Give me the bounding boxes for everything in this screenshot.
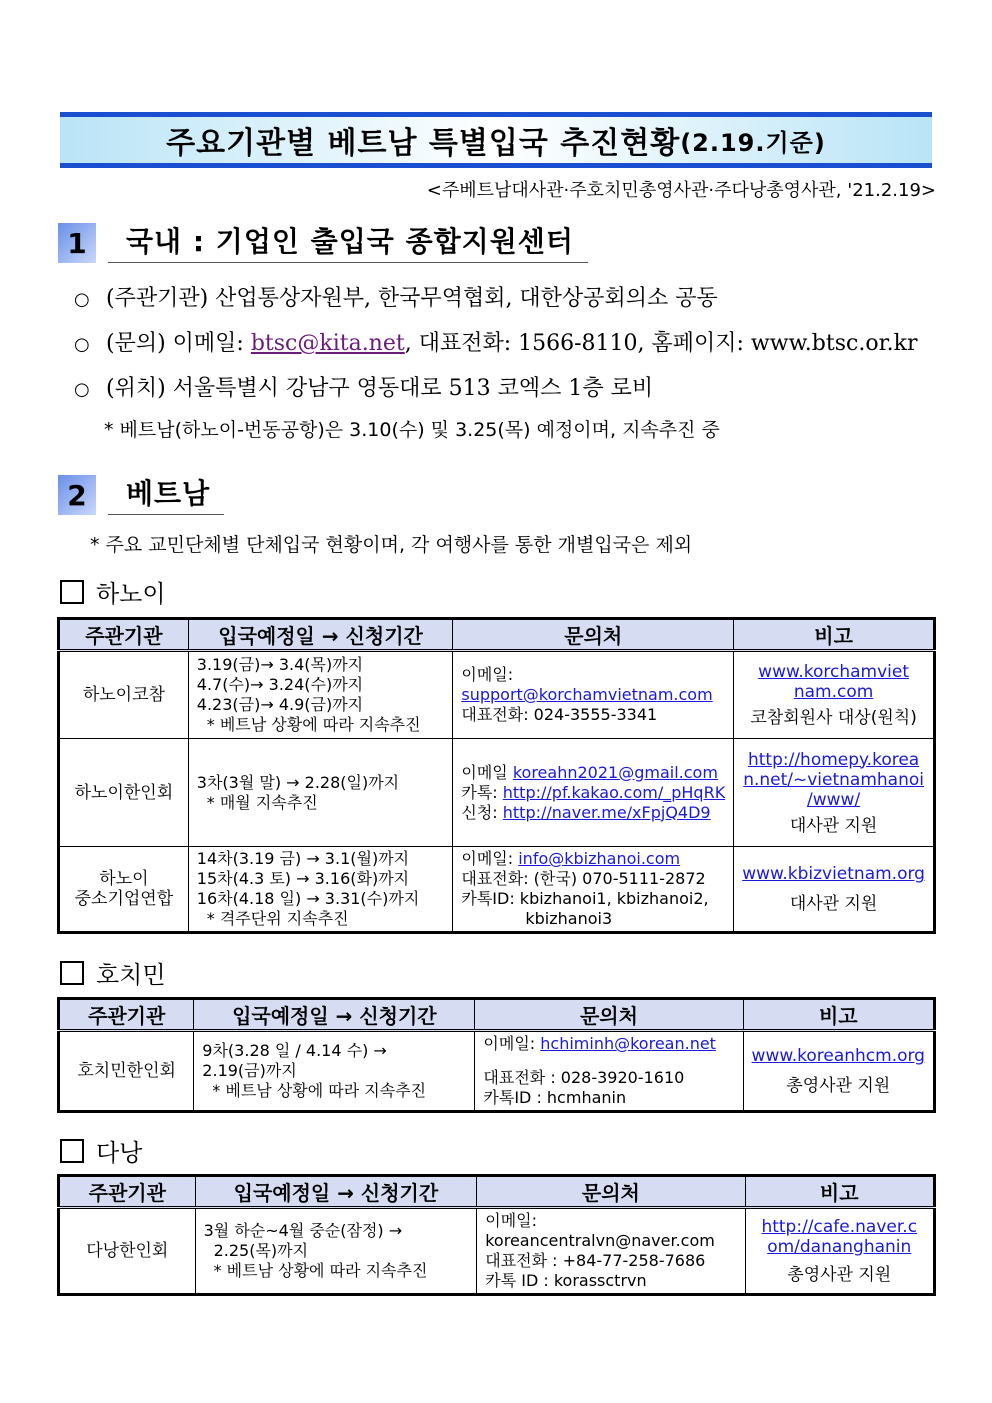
website-link[interactable]: www.korchamviet xyxy=(758,662,909,682)
header-schedule: 입국예정일 → 신청기간 xyxy=(194,999,475,1031)
contact-cell: 이메일: hchiminh@korean.net 대표전화 : 028-3920-1610 카톡ID : hcmhanin xyxy=(475,1031,743,1112)
checkbox-square-icon xyxy=(60,961,84,985)
org-cell: 다낭한인회 xyxy=(59,1208,196,1295)
table-row xyxy=(59,651,935,739)
email-link[interactable]: koreahn2021@gmail.com xyxy=(512,762,718,782)
email-link[interactable]: btsc@kita.net xyxy=(250,331,405,356)
header-contact: 문의처 xyxy=(475,999,743,1031)
contact-cell: 이메일: support@korchamvietnam.com 대표전화: 024-3555-3341 xyxy=(453,651,734,739)
table-row xyxy=(59,1208,935,1295)
header-organizer: 주관기관 xyxy=(59,619,189,651)
table-row xyxy=(59,1031,935,1112)
email-link[interactable]: info@kbizhanoi.com xyxy=(518,849,681,868)
document-title-banner xyxy=(60,112,932,168)
circle-bullet-icon: ○ xyxy=(74,334,90,355)
section-title: 국내 : 기업인 출입국 종합지원센터 xyxy=(126,225,574,258)
circle-bullet-icon: ○ xyxy=(74,379,90,400)
section-title: 베트남 xyxy=(126,477,211,510)
email-link[interactable]: support@korchamvietnam.com xyxy=(461,685,713,704)
section-1-note: * 베트남(하노이-번동공항)은 3.10(수) 및 3.25(목) 예정이며, 지속추진 중 xyxy=(104,419,720,441)
table-row xyxy=(59,847,935,933)
region-heading-hochiminh: 호치민 xyxy=(60,955,166,990)
website-link[interactable]: www.kbizvietnam.org xyxy=(742,864,925,884)
contact-cell: 이메일 koreahn2021@gmail.com 카톡: http://pf.kakao.com/_pHqRK 신청: http://naver.me/xFpjQ4D9 xyxy=(453,739,734,847)
header-schedule: 입국예정일 → 신청기간 xyxy=(188,619,453,651)
document-title: 주요기관별 베트남 특별입국 추진현황 xyxy=(166,126,681,161)
schedule-cell: 3월 하순~4월 중순(잠정) → 2.25(목)까지 * 베트남 상황에 따라 지속추진 xyxy=(195,1208,477,1295)
email-text: koreancentralvn@naver.com xyxy=(485,1231,715,1250)
website-link[interactable]: n.net/~vietnamhanoi xyxy=(743,769,924,790)
header-organizer: 주관기관 xyxy=(59,1176,196,1208)
header-contact: 문의처 xyxy=(453,619,734,651)
website-link[interactable]: http://cafe.naver.c xyxy=(761,1217,918,1237)
remark-cell: http://homepy.korea n.net/~vietnamhanoi /www/ 대사관 지원 xyxy=(734,739,935,847)
header-remark: 비고 xyxy=(734,619,935,651)
remark-cell: www.korchamviet nam.com 코참회원사 대상(원칙) xyxy=(734,651,935,739)
website-link[interactable]: nam.com xyxy=(793,682,874,702)
danang-table xyxy=(57,1174,936,1296)
table-row xyxy=(59,739,935,847)
schedule-cell: 3.19(금)→ 3.4(목)까지 4.7(수)→ 3.24(수)까지 4.23(금)→ 4.9(금)까지 * 베트남 상황에 따라 지속추진 xyxy=(188,651,453,739)
hanoi-table xyxy=(57,617,936,934)
org-cell: 하노이한인회 xyxy=(59,739,189,847)
section-2-heading xyxy=(58,472,224,515)
contact-cell: 이메일: koreancentralvn@naver.com 대표전화 : +84-77-258-7686 카톡 ID : korassctrvn xyxy=(477,1208,745,1295)
section-number-badge: 2 xyxy=(58,475,96,515)
apply-link[interactable]: http://naver.me/xFpjQ4D9 xyxy=(502,802,711,822)
circle-bullet-icon: ○ xyxy=(74,289,90,310)
region-heading-danang: 다낭 xyxy=(60,1133,142,1168)
remark-cell: www.kbizvietnam.org 대사관 지원 xyxy=(734,847,935,933)
schedule-cell: 14차(3.19 금) → 3.1(월)까지 15차(4.3 토) → 3.16(화)까지 16차(4.18 일) → 3.31(수)까지 * 격주단위 지속추진 xyxy=(188,847,453,933)
remark-cell: http://cafe.naver.c om/dananghanin 총영사관 지원 xyxy=(745,1208,935,1295)
section-number-badge: 1 xyxy=(58,223,96,263)
schedule-cell: 9차(3.28 일 / 4.14 수) → 2.19(금)까지 * 베트남 상황에 따라 지속추진 xyxy=(194,1031,475,1112)
org-cell: 하노이 중소기업연합 xyxy=(59,847,189,933)
website-link[interactable]: /www/ xyxy=(807,789,861,810)
header-organizer: 주관기관 xyxy=(59,999,194,1031)
bullet-contact: ○ (문의) 이메일: btsc@kita.net, 대표전화: 1566-8110, 홈페이지: www.btsc.or.kr xyxy=(74,331,918,356)
document-title-date: (2.19.기준) xyxy=(680,128,826,157)
header-contact: 문의처 xyxy=(477,1176,745,1208)
remark-cell: www.koreanhcm.org 총영사관 지원 xyxy=(743,1031,934,1112)
checkbox-square-icon xyxy=(60,580,84,604)
website-link[interactable]: om/dananghanin xyxy=(767,1237,912,1257)
email-link[interactable]: hchiminh@korean.net xyxy=(540,1034,716,1053)
org-cell: 호치민한인회 xyxy=(59,1031,194,1112)
header-schedule: 입국예정일 → 신청기간 xyxy=(195,1176,477,1208)
website-link[interactable]: www.koreanhcm.org xyxy=(751,1046,925,1066)
header-remark: 비고 xyxy=(743,999,934,1031)
bullet-location: ○ (위치) 서울특별시 강남구 영동대로 513 코엑스 1층 로비 xyxy=(74,376,654,401)
bullet-organizer: ○ (주관기관) 산업통상자원부, 한국무역협회, 대한상공회의소 공동 xyxy=(74,286,718,311)
kakao-link[interactable]: http://pf.kakao.com/_pHqRK xyxy=(502,782,726,802)
checkbox-square-icon xyxy=(60,1139,84,1163)
region-heading-hanoi: 하노이 xyxy=(60,574,166,609)
section-2-note: * 주요 교민단체별 단체입국 현황이며, 각 여행사를 통한 개별입국은 제외 xyxy=(90,534,693,556)
header-remark: 비고 xyxy=(745,1176,935,1208)
contact-cell: 이메일: info@kbizhanoi.com 대표전화: (한국) 070-5111-2872 카톡ID: kbizhanoi1, kbizhanoi2, kbizhanoi3 xyxy=(453,847,734,933)
website-link[interactable]: http://homepy.korea xyxy=(747,749,920,770)
section-1-heading xyxy=(58,220,588,263)
source-line: <주베트남대사관·주호치민총영사관·주다낭총영사관, '21.2.19> xyxy=(426,180,936,201)
org-cell: 하노이코참 xyxy=(59,651,189,739)
schedule-cell: 3차(3월 말) → 2.28(일)까지 * 매월 지속추진 xyxy=(188,739,453,847)
hochiminh-table xyxy=(57,997,936,1113)
